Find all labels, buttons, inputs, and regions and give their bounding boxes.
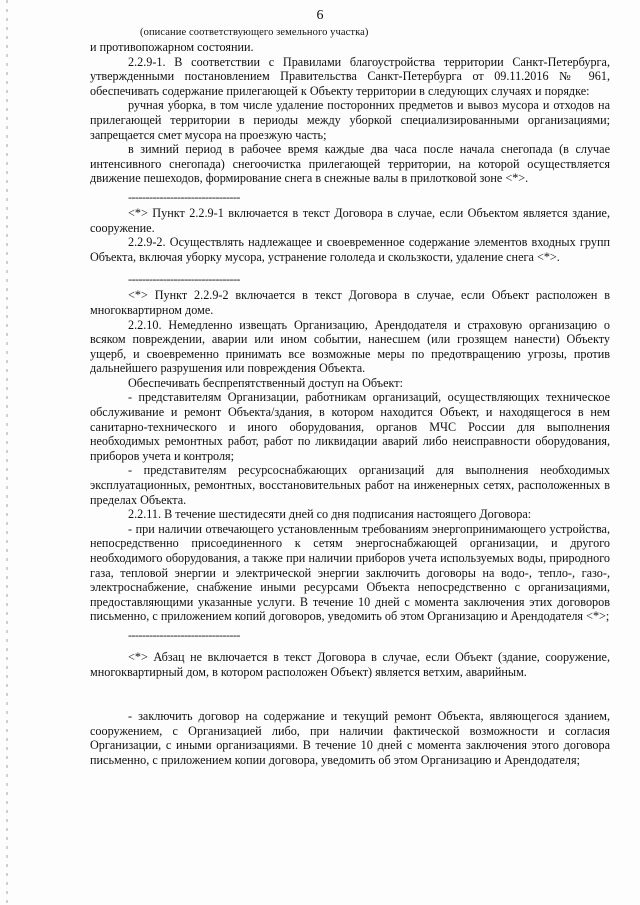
page-number: 6 (316, 8, 324, 23)
access-heading: Обеспечивать беспрепятственный доступ на Объект: (128, 375, 403, 390)
footnote-separator-2: -------------------------------- (128, 272, 240, 287)
utility-contracts-item: - при наличии отвечающего установленным требованиям энергопринимающего устройства, непосредственно присоединенного к сетям энергоснабжающей организации, и другого необходимого оборудования, а также при наличии приборов учета используемых воды, природного газа, тепловой энергии и электрической энергии заключить договоры на водо-, тепло-, газо-, электроснабжение, снабжение иными ресурсами Объекта непосредственно с организациями, предоставляющими указанные услуги. В течение 10 дней с момента заключения этих договоров письменно, с приложением копий договоров, уведомить об этом Организацию и Арендодателя <*>; (90, 521, 610, 624)
clause-2-2-9-1: 2.2.9-1. В соответствии с Правилами благоустройства территории Санкт-Петербурга, утвержденными постановлением Правительства Санкт-Петербурга от 09.11.2016 № 961, обеспечивать содержание прилегающей к Объекту территории в следующих случаях и порядке: (90, 54, 610, 98)
footnote-2-2-9-2: <*> Пункт 2.2.9-2 включается в текст Договора в случае, если Объект расположен в многоквартирном доме. (90, 288, 610, 317)
manual-cleaning-item: ручная уборка, в том числе удаление посторонних предметов и вывоз мусора и отходов на прилегающей территории в периоды между уборкой специализированными организациями; запрещается смет мусора на проезжую часть; (90, 98, 610, 142)
maintenance-contract-item: - заключить договор на содержание и текущий ремонт Объекта, являющегося зданием, сооружением, с Организацией либо, при наличии фактической возможности и согласия Организации, с иными организациями. В течение 10 дней с момента заключения этого договора письменно, с приложением копии договора, уведомить об этом Организацию и Арендодателя; (90, 709, 610, 767)
document-body (90, 40, 610, 768)
access-item-organization: - представителям Организации, работникам организаций, осуществляющих техническое обслуживание и ремонт Объекта/здания, в котором находится Объект, и находящегося в нем санитарно-технического и иного оборудования, органов МЧС России для выполнения необходимых ремонтных работ, работ по ликвидации аварий либо неисправности оборудования, приборов учета и контроля; (90, 390, 610, 463)
clause-2-2-10: 2.2.10. Немедленно извещать Организацию, Арендодателя и страховую организацию о всяком повреждении, аварии или ином событии, нанесшем (или грозящем нанести) Объекту ущерб, и своевременно принимать все возможные меры по предотвращению угрозы, против дальнейшего разрушения или повреждения Объекта. (90, 317, 610, 376)
footnote-2-2-9-1: <*> Пункт 2.2.9-1 включается в текст Договора в случае, если Объектом является здание, сооружение. (90, 205, 610, 235)
access-item-resource-suppliers: - представителям ресурсоснабжающих организаций для выполнения необходимых эксплуатационных, ремонтных, восстановительных работ на инженерных сетях, расположенных в пределах Объекта. (90, 463, 610, 507)
clause-2-2-11: 2.2.11. В течение шестидесяти дней со дня подписания настоящего Договора: (128, 507, 532, 522)
winter-snow-item: в зимний период в рабочее время каждые два часа после начала снегопада (в случае интенсивного снегопада) снегоочистка прилегающей территории, на которой осуществляется движение пешеходов, формирование снега в снежные валы в прилотковой зоне <*>. (90, 142, 610, 186)
footnote-separator-3: -------------------------------- (128, 627, 240, 642)
paragraph-fire-safety-ending: и противопожарном состоянии. (90, 40, 254, 54)
footnote-dilapidated: <*> Абзац не включается в текст Договора в случае, если Объект (здание, сооружение, многоквартирный дом, в котором расположен Объект) является ветхим, аварийным. (90, 649, 610, 679)
clause-2-2-9-2: 2.2.9-2. Осуществлять надлежащее и своевременное содержание элементов входных групп Объекта, включая уборку мусора, устранение гололеда и скользкости, удаление снега <*>. (90, 235, 610, 264)
scan-edge-mark (6, 0, 8, 905)
land-plot-caption: (описание соответствующего земельного участка) (140, 27, 369, 38)
footnote-separator-1: -------------------------------- (128, 189, 240, 204)
